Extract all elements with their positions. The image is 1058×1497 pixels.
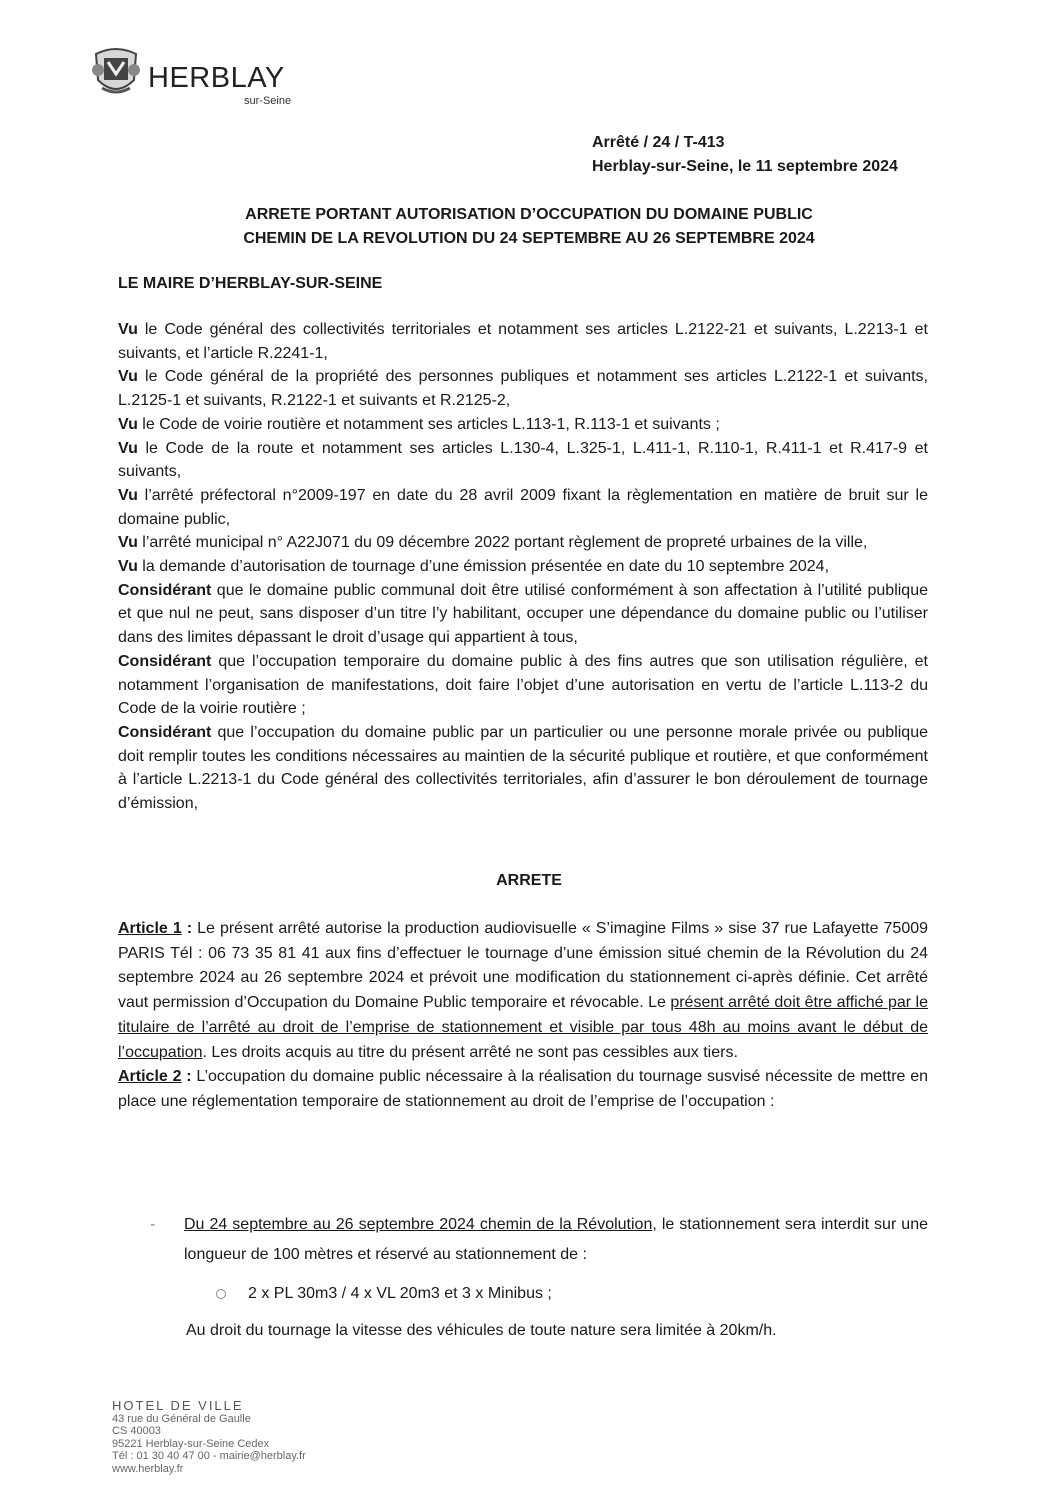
article-2: Article 2 : L’occupation du domaine public nécessaire à la réalisation du tournage susvisé nécessite de mettre en place une réglementation temporaire de stationnement au droit de l’emprise de l’occupation :: [118, 1068, 929, 1110]
document-title: [0, 203, 1058, 251]
circle-bullet-icon: [216, 1289, 226, 1299]
speed-limit-text: Au droit du tournage la vitesse des véhicules de toute nature sera limitée à 20km/h.: [186, 1322, 777, 1339]
dash-bullet: -: [150, 1216, 156, 1233]
consideration-item: Considérant que l’occupation temporaire du domaine public à des fins autres que son utilisation régulière, et notamment l’organisation de manifestations, doit faire l’objet d’une autorisation en vertu de l’article L.113-2 du Code de la voirie routière ;: [118, 652, 928, 718]
reference-number: Arrêté / 24 / T-413: [592, 134, 725, 151]
consideration-item: Vu la demande d’autorisation de tournage d’une émission présentée en date du 10 septembre 2024,: [118, 558, 830, 576]
logo-subtitle: sur-Seine: [244, 95, 292, 107]
footer-cs: CS 40003: [112, 1425, 161, 1437]
logo-wordmark: HERBLAY: [148, 62, 285, 94]
arrete-heading: ARRETE: [496, 872, 562, 889]
consideration-item: Considérant que le domaine public communal doit être utilisé conformément à son affectation à l’utilité publique et que nul ne peut, sans disposer d’un titre l’y habilitant, occuper une dépendance du domaine public ou l’utiliser dans des limites dépassant le droit d’usage qui appartient à tous,: [118, 581, 928, 647]
footer-city: 95221 Herblay-sur-Seine Cedex: [112, 1437, 270, 1450]
footer-contact: Tél : 01 30 40 47 00 - mairie@herblay.fr: [112, 1450, 306, 1462]
title-line-2: CHEMIN DE LA REVOLUTION DU 24 SEPTEMBRE AU 26 SEPTEMBRE 2024: [243, 230, 815, 247]
footer-heading: HOTEL DE VILLE: [112, 1398, 244, 1413]
footer-website: www.herblay.fr: [112, 1462, 184, 1475]
article-1-label: Article 1: [118, 920, 182, 937]
title-line-1: ARRETE PORTANT AUTORISATION D’OCCUPATION DU DOMAINE PUBLIC: [245, 206, 813, 223]
consideration-item: Vu le Code général des collectivités territoriales et notamment ses articles L.2122-21 et suivants, L.2213-1 et suivants, et l’article R.2241-1,: [118, 321, 928, 362]
mayor-heading: LE MAIRE D’HERBLAY-SUR-SEINE: [118, 275, 383, 292]
footer-street: 43 rue du Général de Gaulle: [112, 1412, 251, 1425]
place-and-date: Herblay-sur-Seine, le 11 septembre 2024: [592, 158, 898, 175]
parking-measure: - Du 24 septembre au 26 septembre 2024 chemin de la Révolution, le stationnement sera interdit sur une longueur de 100 mètres et réservé au stationnement de :: [150, 1210, 928, 1270]
city-seal-icon: [88, 40, 144, 102]
considerations-list: [118, 318, 928, 816]
articles-section: [118, 917, 928, 1115]
consideration-item: Vu l’arrêté préfectoral n°2009-197 en date du 28 avril 2009 fixant la règlementation en matière de bruit sur le domaine public,: [118, 486, 928, 528]
consideration-item: Vu l’arrêté municipal n° A22J071 du 09 décembre 2022 portant règlement de propreté urbaines de la ville,: [118, 534, 868, 552]
vehicle-list-item: [216, 1282, 552, 1306]
posting-requirement: présent arrêté doit être affiché par le titulaire de l’arrêté au droit de l’emprise de stationnement et visible par tous 48h au moins avant le début de l’occupation: [118, 994, 928, 1061]
consideration-item: Vu le Code général de la propriété des personnes publiques et notamment ses articles L.2122-1 et suivants, L.2125-1 et suivants, R.2122-1 et suivants et R.2125-2,: [118, 368, 928, 410]
consideration-item: Considérant que l’occupation du domaine public par un particulier ou une personne morale privée ou publique doit remplir toutes les conditions nécessaires au maintien de la sécurité publique et routière, et que conformément à l’article L.2213-1 du Code général des collectivités territoriales, afin d’assurer le bon déroulement de tournage d’émission,: [118, 723, 928, 813]
herblay-logo: [88, 40, 348, 110]
footer-address: [112, 1400, 306, 1475]
consideration-item: Vu le Code de voirie routière et notamment ses articles L.113-1, R.113-1 et suivants ;: [118, 415, 720, 433]
article-1: Article 1 : Le présent arrêté autorise la production audiovisuelle « S’imagine Films » sise 37 rue Lafayette 75009 PARIS Tél : 06 73 35 81 41 aux fins d’effectuer le tournage d’une émission situé chemin de la Révolution du 24 septembre 2024 au 26 septembre 2024 et prévoit une modification du stationnement ci-après définie. Cet arrêté vaut permission d’Occupation du Domaine Public temporaire et révocable. Le présent arrêté doit être affiché par le titulaire de l’arrêté au droit de l’emprise de stationnement et visible par tous 48h au moins avant le début de l’occupation. Les droits acquis au titre du présent arrêté ne sont pas cessibles aux tiers.: [118, 920, 929, 1061]
measure-period: Du 24 septembre au 26 septembre 2024 chemin de la Révolution: [184, 1216, 653, 1233]
consideration-item: Vu le Code de la route et notamment ses articles L.130-4, L.325-1, L.411-1, R.110-1, R.411-1 et R.417-9 et suivants,: [118, 439, 928, 481]
article-2-label: Article 2: [118, 1068, 182, 1086]
vehicle-list: 2 x PL 30m3 / 4 x VL 20m3 et 3 x Minibus ;: [248, 1285, 552, 1302]
reference-block: [592, 131, 898, 179]
